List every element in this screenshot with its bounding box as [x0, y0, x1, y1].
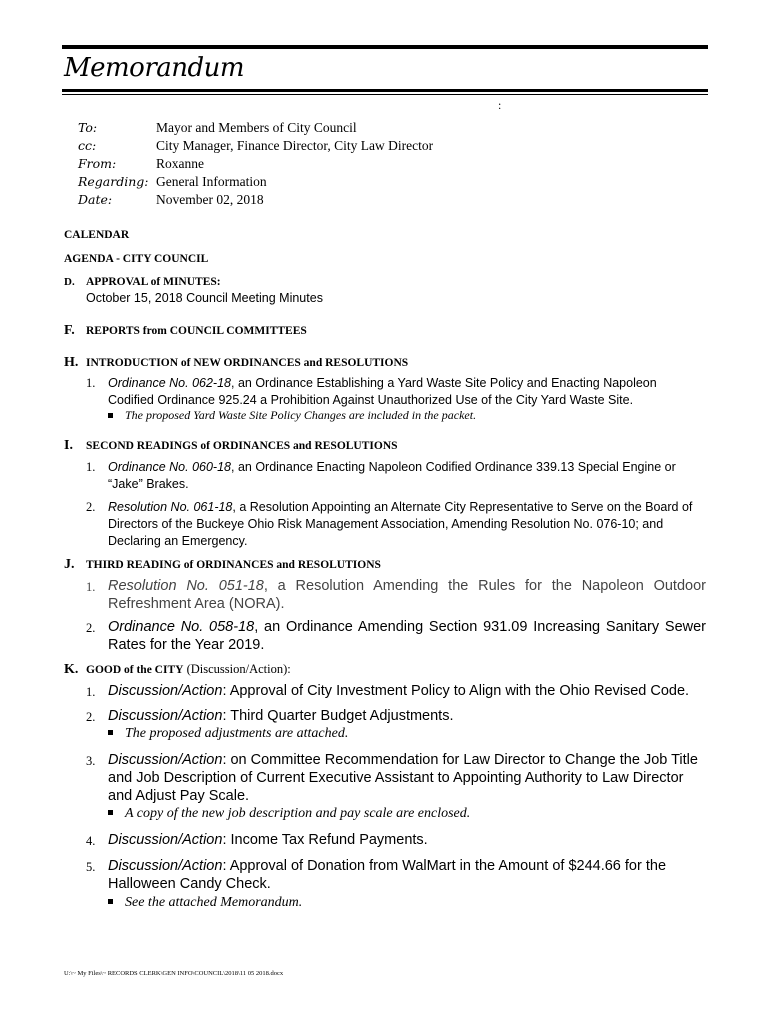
section-title: REPORTS from COUNCIL COMMITTEES: [86, 325, 307, 337]
stray-colon: :: [498, 98, 502, 112]
bullet-text: See the attached Memorandum.: [125, 895, 303, 910]
bullet-square-icon: [108, 810, 113, 815]
bullet-text: The proposed Yard Waste Site Policy Changes are included in the packet.: [125, 408, 477, 422]
header-value: City Manager, Finance Director, City Law Director: [156, 138, 434, 153]
item-ref: Ordinance No. 062-18: [108, 376, 231, 390]
item-ref: Ordinance No. 058-18: [108, 619, 255, 635]
item-number: 2.: [86, 621, 96, 635]
list-bullet: [108, 408, 476, 423]
item-ref: Ordinance No. 060-18: [108, 460, 231, 474]
item-ref: Discussion/Action: [108, 708, 223, 724]
item-text: , an Ordinance Amending Section 931.09 Increasing Sanitary Sewer Rates for the Year 2019.: [108, 619, 706, 653]
section-title: INTRODUCTION of NEW ORDINANCES and RESOLUTIONS: [86, 357, 409, 369]
item-number: 5.: [86, 860, 96, 874]
header-value: November 02, 2018: [156, 192, 264, 207]
section-h-heading: [64, 355, 408, 371]
item-number: 3.: [86, 754, 96, 768]
section-title-suffix: (Discussion/Action):: [183, 662, 291, 676]
bullet-square-icon: [108, 730, 113, 735]
header-label: cc:: [78, 138, 97, 153]
memo-title: Memorandum: [64, 53, 245, 83]
bullet-text: A copy of the new job description and pay scale are enclosed.: [125, 806, 471, 821]
item-text: : on Committee Recommendation for Law Director to Change the Job Title and Job Description of Current Executive Assistant to Appointing Authority to Law Director and Adjust Pay Scale.: [108, 752, 698, 804]
header-label: From:: [78, 156, 117, 171]
item-number: 1.: [86, 580, 96, 594]
section-j-heading: [64, 557, 381, 573]
section-i-heading: [64, 438, 398, 454]
list-bullet: [108, 806, 470, 822]
item-text: : Approval of City Investment Policy to Align with the Ohio Revised Code.: [222, 683, 690, 699]
item-text: , an Ordinance Enacting Napoleon Codified Ordinance 339.13 Special Engine or “Jake” Brakes.: [108, 460, 676, 491]
item-text: , a Resolution Amending the Rules for the Napoleon Outdoor Refreshment Area (NORA).: [108, 578, 706, 612]
item-number: 2.: [86, 710, 96, 724]
item-number: 1.: [86, 376, 96, 390]
section-d-heading: [64, 276, 221, 288]
item-number: 4.: [86, 834, 96, 848]
item-text: , an Ordinance Establishing a Yard Waste Site Policy and Enacting Napoleon Codified Ordinance 925.24 a Prohibition Against Unauthorized Use of the City Yard Waste Site.: [108, 376, 657, 407]
section-k-heading: [64, 662, 291, 678]
section-letter: D.: [64, 276, 75, 288]
section-letter: F.: [64, 323, 75, 338]
header-label: Date:: [78, 192, 113, 207]
section-letter: K.: [64, 662, 79, 677]
item-ref: Resolution No. 051-18: [108, 578, 264, 594]
item-ref: Discussion/Action: [108, 683, 223, 699]
calendar-heading: CALENDAR: [64, 229, 130, 241]
item-number: 1.: [86, 685, 96, 699]
section-letter: I.: [64, 438, 73, 453]
item-ref: Resolution No. 061-18: [108, 500, 233, 514]
list-bullet: [108, 895, 302, 911]
item-text: : Third Quarter Budget Adjustments.: [222, 708, 454, 724]
item-number: 1.: [86, 460, 96, 474]
item-number: 2.: [86, 500, 96, 514]
header-value: General Information: [156, 174, 267, 189]
section-title: APPROVAL of MINUTES:: [86, 276, 221, 288]
bullet-text: The proposed adjustments are attached.: [125, 726, 349, 741]
item-text: , a Resolution Appointing an Alternate City Representative to Serve on the Board of Directors of the Buckeye Ohio Risk Management Association, Amending Resolution No. 076-10; and Declaring an Emergency.: [108, 500, 693, 548]
item-text: : Income Tax Refund Payments.: [222, 832, 428, 848]
title-top-rule: [62, 45, 708, 49]
item-text: : Approval of Donation from WalMart in the Amount of $244.66 for the Halloween Candy Check.: [108, 858, 667, 892]
section-letter: H.: [64, 355, 79, 370]
title-bottom-rule-thick: [62, 89, 708, 92]
title-bottom-rule-thin: [62, 94, 708, 95]
list-bullet: [108, 726, 348, 742]
section-title: SECOND READINGS of ORDINANCES and RESOLUTIONS: [86, 440, 398, 452]
section-title: THIRD READING of ORDINANCES and RESOLUTIONS: [86, 559, 381, 571]
minutes-text: October 15, 2018 Council Meeting Minutes: [86, 291, 323, 305]
item-ref: Discussion/Action: [108, 858, 223, 874]
file-path-footer: U:\~ My Files\~ RECORDS CLERK\GEN INFO\COUNCIL\2018\11 05 2018.docx: [64, 970, 284, 977]
bullet-square-icon: [108, 413, 113, 418]
item-ref: Discussion/Action: [108, 832, 223, 848]
header-label: To:: [78, 120, 98, 135]
item-ref: Discussion/Action: [108, 752, 223, 768]
section-letter: J.: [64, 557, 75, 572]
header-value: Mayor and Members of City Council: [156, 120, 357, 135]
agenda-heading: AGENDA - CITY COUNCIL: [64, 253, 209, 265]
header-value: Roxanne: [156, 156, 204, 171]
bullet-square-icon: [108, 899, 113, 904]
section-title: GOOD of the CITY: [86, 664, 184, 676]
header-label: Regarding:: [78, 174, 149, 189]
section-f-heading: [64, 323, 307, 339]
